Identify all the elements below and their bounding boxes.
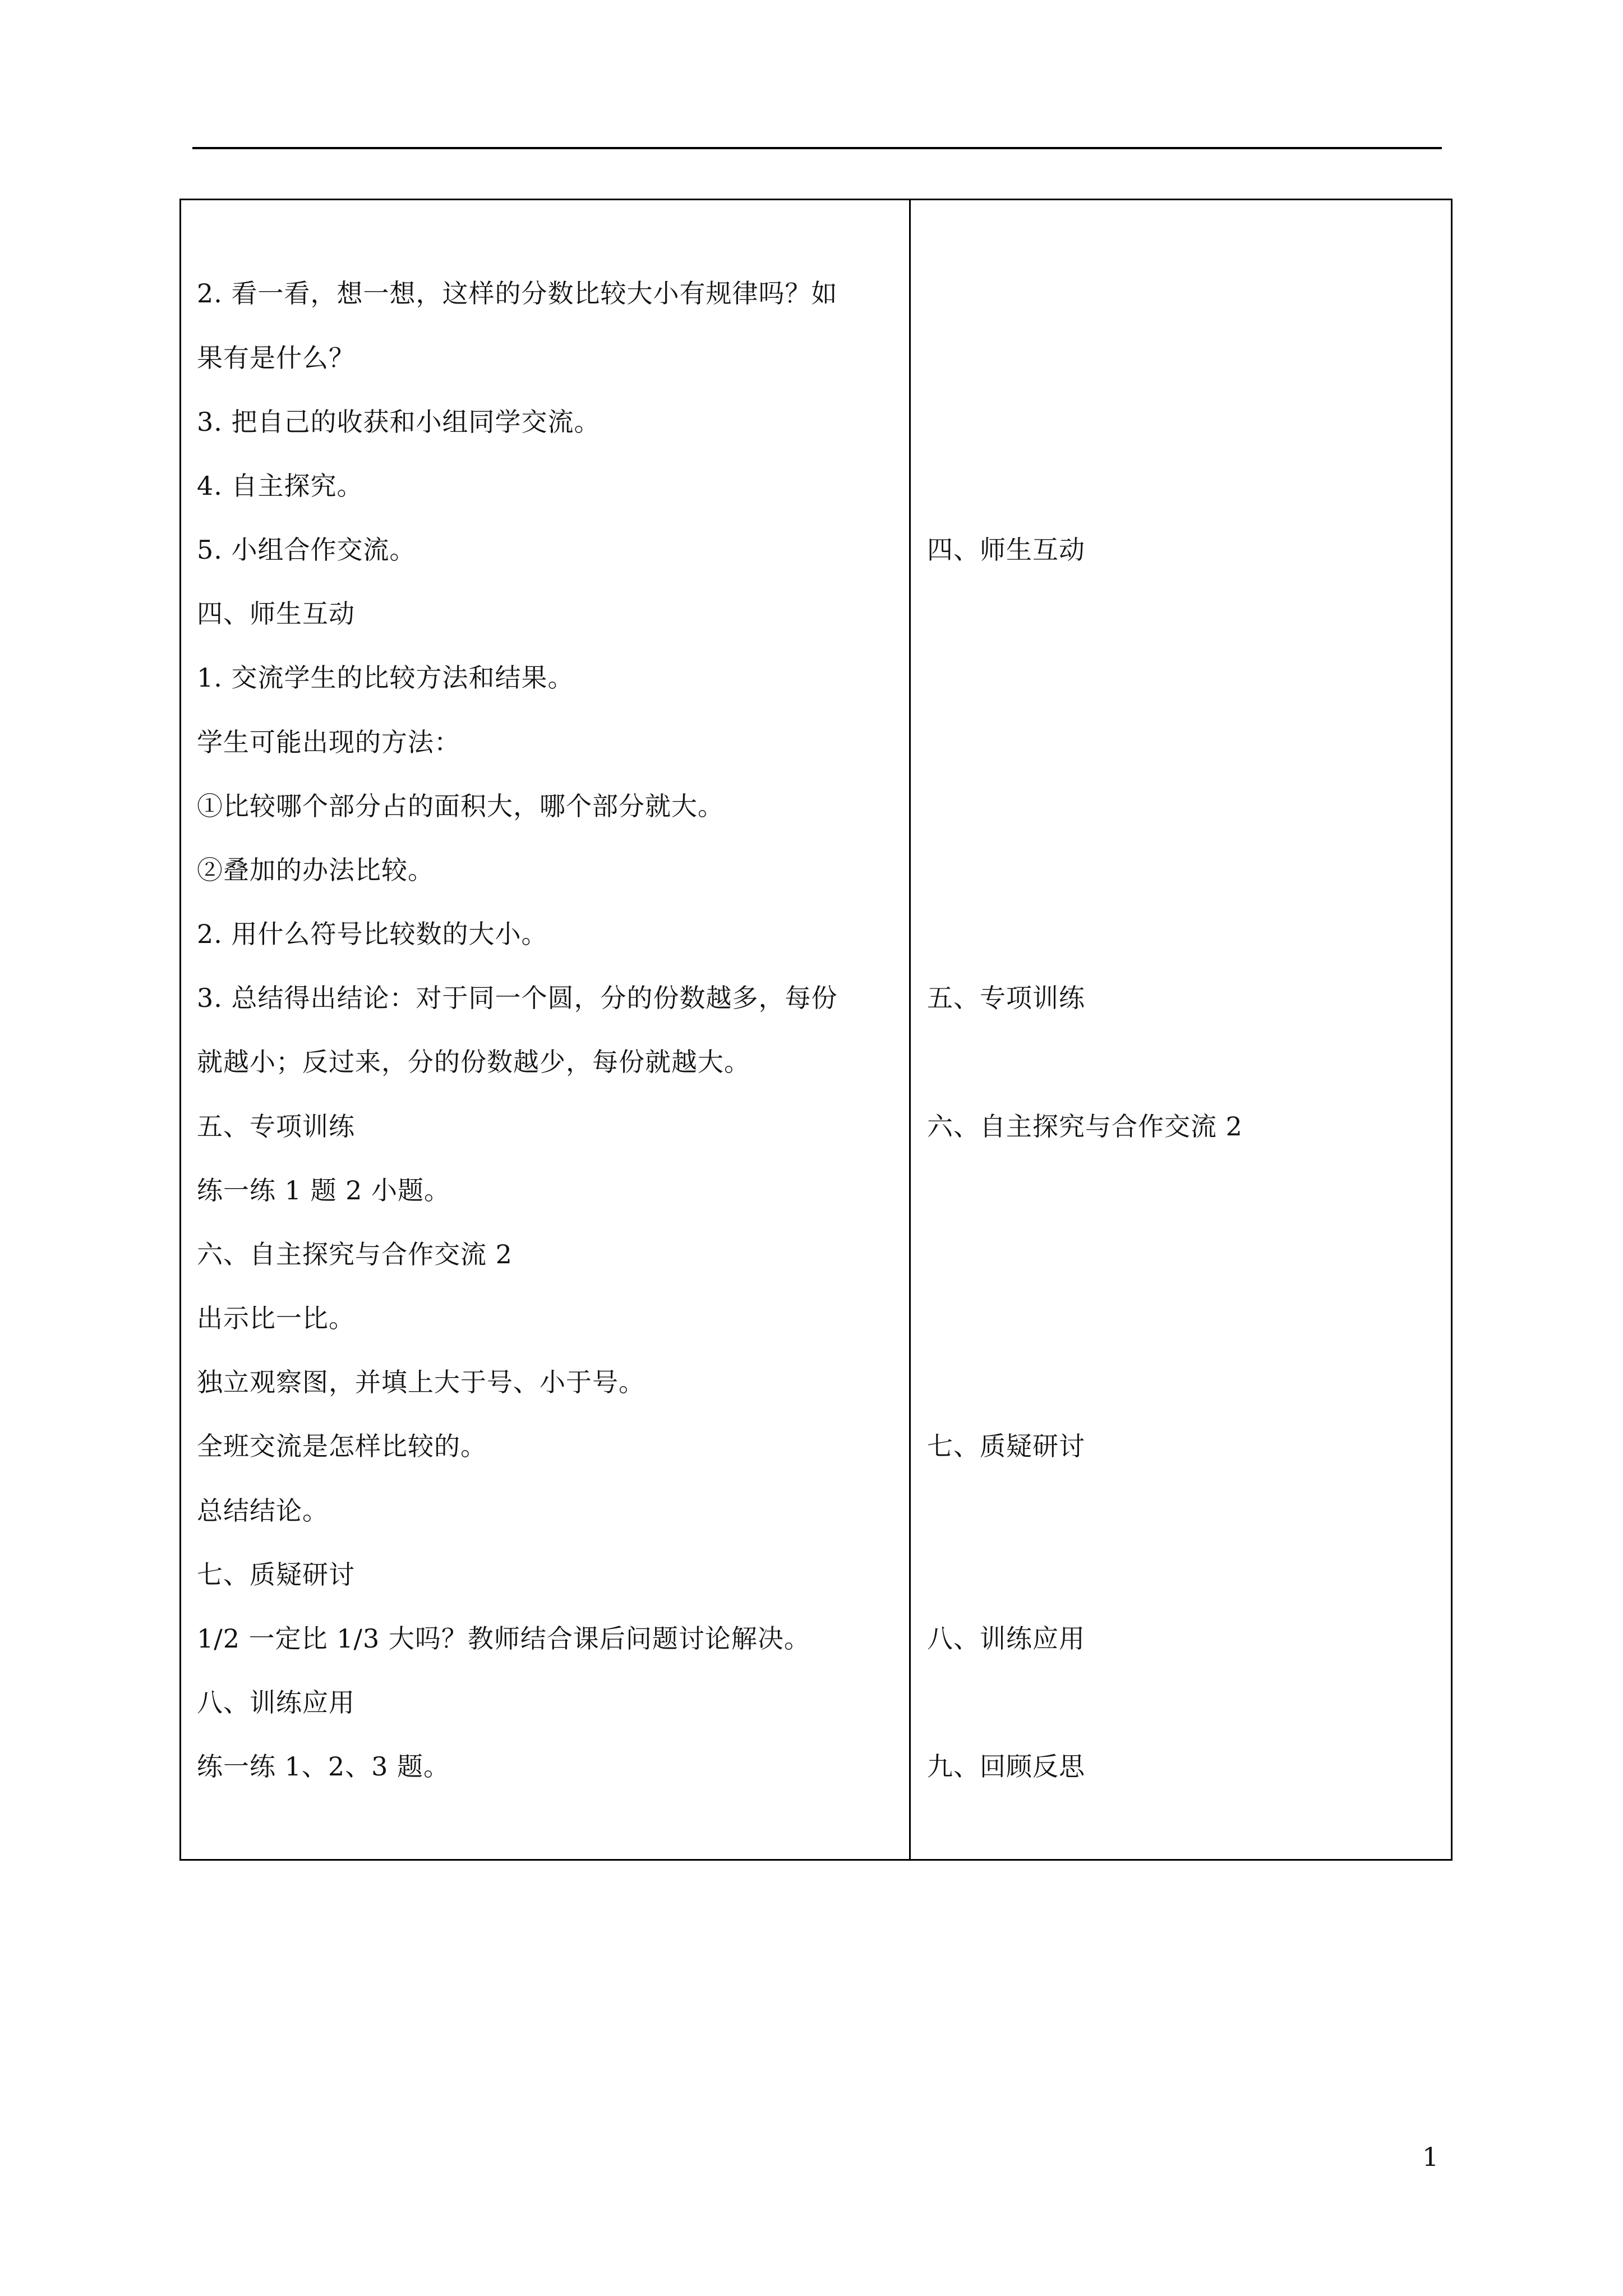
right-heading: 八、训练应用 bbox=[927, 1623, 1085, 1654]
section-heading: 七、质疑研讨 bbox=[197, 1559, 355, 1590]
section-heading: 八、训练应用 bbox=[197, 1687, 355, 1718]
left-line: 练一练 1 题 2 小题。 bbox=[197, 1175, 451, 1205]
header-rule bbox=[192, 147, 1442, 149]
left-line: 总结结论。 bbox=[197, 1496, 329, 1526]
left-line: ①比较哪个部分占的面积大，哪个部分就大。 bbox=[197, 791, 724, 821]
left-line: 果有是什么？ bbox=[197, 343, 355, 373]
section-heading: 四、师生互动 bbox=[197, 599, 355, 629]
left-line: 5. 小组合作交流。 bbox=[197, 535, 416, 565]
left-line: 独立观察图，并填上大于号、小于号。 bbox=[197, 1367, 645, 1397]
left-line: 3. 总结得出结论：对于同一个圆，分的份数越多，每份 bbox=[197, 983, 838, 1013]
lesson-table bbox=[179, 199, 1453, 1861]
section-heading: 五、专项训练 bbox=[197, 1111, 355, 1142]
left-line: 2. 看一看，想一想，这样的分数比较大小有规律吗？如 bbox=[197, 278, 838, 309]
left-line: 1/2 一定比 1/3 大吗？教师结合课后问题讨论解决。 bbox=[197, 1623, 810, 1654]
left-line: 全班交流是怎样比较的。 bbox=[197, 1431, 487, 1461]
left-line: 2. 用什么符号比较数的大小。 bbox=[197, 919, 548, 949]
left-line: 就越小；反过来，分的份数越少，每份就越大。 bbox=[197, 1047, 750, 1077]
section-heading: 六、自主探究与合作交流 2 bbox=[197, 1239, 513, 1269]
right-heading: 五、专项训练 bbox=[927, 983, 1085, 1013]
left-line: 4. 自主探究。 bbox=[197, 471, 363, 501]
left-line: 1. 交流学生的比较方法和结果。 bbox=[197, 662, 574, 693]
column-divider bbox=[909, 200, 911, 1859]
left-line: 出示比一比。 bbox=[197, 1303, 355, 1333]
right-heading: 四、师生互动 bbox=[927, 535, 1085, 565]
left-line: 学生可能出现的方法： bbox=[197, 727, 460, 757]
right-heading: 六、自主探究与合作交流 2 bbox=[927, 1111, 1243, 1142]
left-line: ②叠加的办法比较。 bbox=[197, 855, 434, 885]
left-line: 练一练 1、2、3 题。 bbox=[197, 1751, 450, 1782]
left-line: 3. 把自己的收获和小组同学交流。 bbox=[197, 407, 601, 437]
page-number: 1 bbox=[1422, 2142, 1439, 2172]
right-heading: 九、回顾反思 bbox=[927, 1751, 1085, 1782]
right-heading: 七、质疑研讨 bbox=[927, 1431, 1085, 1461]
